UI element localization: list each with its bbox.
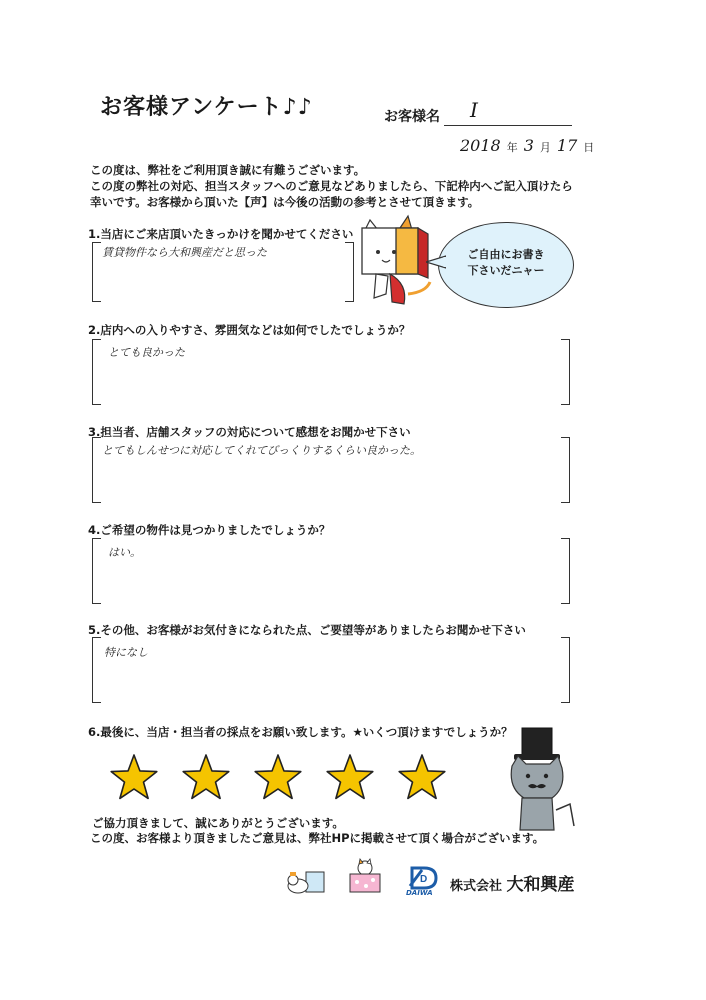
question-5-label: 5.その他、お客様がお気付きになられた点、ご要望等がありましたらお聞かせ下さい	[88, 623, 526, 637]
date-field[interactable]	[460, 136, 600, 155]
thanks-text	[90, 816, 544, 846]
rating-star-icon[interactable]	[396, 752, 448, 804]
cat-with-box-icon	[284, 866, 330, 896]
question-4-answer: はい。	[108, 546, 141, 559]
question-4-answer-box[interactable]	[92, 538, 570, 604]
question-5-answer-box[interactable]	[92, 637, 570, 703]
intro-line: この度は、弊社をご利用頂き誠に有難うございます。	[90, 163, 366, 177]
customer-name-underline	[444, 125, 572, 126]
customer-name-label: お客様名	[384, 109, 440, 125]
company-main-name: 大和興産	[506, 875, 575, 895]
rating-star-icon[interactable]	[324, 752, 376, 804]
cat-in-pink-box-icon	[342, 858, 388, 894]
customer-name-value[interactable]: I	[470, 98, 478, 122]
question-2-answer: とても良かった	[108, 346, 185, 359]
question-1-label: 1.当店にご来店頂いたきっかけを聞かせてください	[88, 227, 354, 241]
thanks-line: ご協力頂きまして、誠にありがとうございます。	[92, 816, 344, 830]
daiwa-logo-letter: D	[420, 874, 428, 885]
thanks-line: この度、お客様より頂きましたご意見は、弊社HPに掲載させて頂く場合がございます。	[90, 831, 545, 845]
rating-star-icon[interactable]	[180, 752, 232, 804]
date-month-unit: 月	[539, 141, 551, 154]
rating-star-icon[interactable]	[108, 752, 160, 804]
question-6-label: 6.最後に、当店・担当者の採点をお願い致します。★いくつ頂けますでしょうか？	[88, 725, 513, 739]
star-rating[interactable]	[108, 752, 448, 804]
intro-line: この度の弊社の対応、担当スタッフへのご意見などありましたら、下記枠内へご記入頂けたら	[90, 179, 573, 193]
question-3-label: 3.担当者、店舗スタッフの対応について感想をお聞かせ下さい	[88, 425, 411, 439]
company-name	[450, 870, 575, 895]
page-title: お客様アンケート♪♪	[100, 95, 313, 120]
speech-bubble	[438, 222, 574, 308]
date-day: 17	[556, 136, 578, 155]
question-5-answer: 特になし	[104, 646, 148, 659]
intro-text	[90, 162, 610, 210]
question-3-answer: とてもしんせつに対応してくれてびっくりするくらい良かった。	[102, 444, 421, 457]
date-year: 2018	[460, 136, 501, 155]
company-prefix: 株式会社	[450, 879, 503, 894]
question-2-label: 2.店内への入りやすさ、雰囲気などは如何でしたでしょうか？	[88, 323, 411, 337]
intro-line: 幸いです。お客様から頂いた【声】は今後の活動の参考とさせて頂きます。	[90, 195, 480, 209]
date-year-unit: 年	[506, 141, 518, 154]
speech-bubble-line: 下さいだニャー	[467, 264, 545, 277]
date-day-unit: 日	[583, 141, 595, 154]
question-1-answer: 賃貸物件なら大和興産だと思った	[102, 246, 267, 259]
speech-bubble-tail-icon	[426, 252, 446, 272]
rating-star-icon[interactable]	[252, 752, 304, 804]
daiwa-logo-icon	[408, 866, 438, 890]
speech-bubble-line: ご自由にお書き	[467, 248, 545, 261]
question-4-label: 4.ご希望の物件は見つかりましたでしょうか？	[88, 523, 331, 537]
daiwa-logo-text: DAIWA	[406, 889, 433, 897]
date-month: 3	[523, 136, 534, 155]
